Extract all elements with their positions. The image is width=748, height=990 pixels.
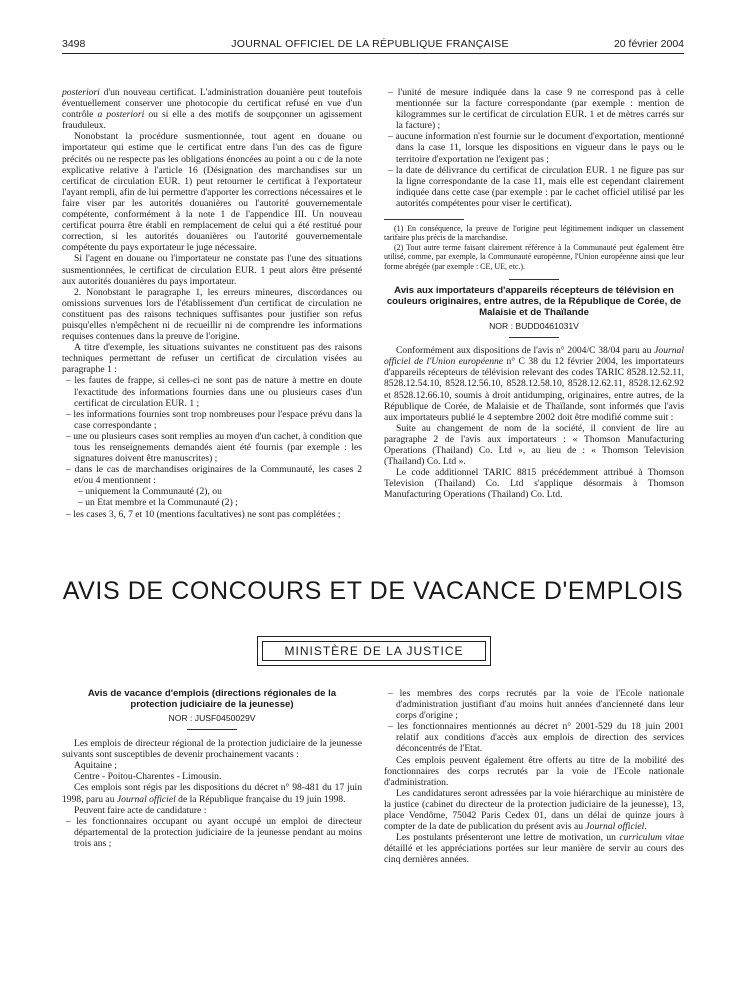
paragraph: A titre d'exemple, les situations suivantes ne constituent pas des raisons techniques permettant de refuser un certificat de circulation visées au paragraphe 1 : (62, 342, 362, 376)
italic-text: Journal officiel (116, 793, 176, 805)
list-item: – les cases 3, 6, 7 et 10 (mentions facultatives) ne sont pas complétées ; (66, 508, 341, 520)
paragraph: Centre - Poitou-Charentes - Limousin. (74, 771, 222, 783)
journal-title: JOURNAL OFFICIEL DE LA RÉPUBLIQUE FRANÇAISE (231, 38, 509, 50)
italic-text: Journal officiel (585, 821, 645, 833)
vacancy-title: Avis de vacance d'emplois (directions régionales de la protection judiciaire de la jeunesse) (87, 688, 337, 710)
footnote: (2) Tout autre terme faisant clairement référence à la Communauté peut également être utilisé, comme, par exemple, la Communauté européenne, l'Union européenne ainsi que leur forme abrégée (par exemple : CE, UE, etc.). (384, 242, 684, 271)
ministry-title: MINISTÈRE DE LA JUSTICE (262, 641, 486, 661)
text: Les candidatures seront adressées par la voie hiérarchique au ministère de la justice (cabinet du directeur de la protection judiciaire de la jeunesse), 13, place Vendôme, 75042 Paris Cedex 01, dans un délai de quinze jours à compter de la date de publication du présent avis au (384, 787, 684, 833)
vacancy-nor: NOR : JUSF0450029V (168, 713, 256, 723)
footnote-rule (384, 219, 464, 220)
list-item: – les membres des corps recrutés par la voie de l'Ecole nationale d'administration justifiant d'au moins huit années d'ancienneté dans leur corps d'origine ; (388, 688, 684, 722)
vacancy-right (384, 688, 684, 866)
paragraph: Si l'agent en douane ou l'importateur ne constate pas l'une des situations susmentionnées, le certificat de circulation EUR. 1 peut alors être présenté aux autorités douanières du pays importateur. (62, 253, 362, 287)
paragraph (384, 788, 684, 832)
list-item: – les fonctionnaires occupant ou ayant occupé un emploi de directeur départemental de la protection judiciaire de la jeunesse pendant au moins trois ans ; (66, 815, 362, 849)
list-item: – une ou plusieurs cases sont remplies au moyen d'un cachet, à condition que tous les renseignements demandés aient été fournis (par exemple : les signatures doivent être manuscrites) ; (66, 430, 362, 465)
sub-list-item: – uniquement la Communauté (2), ou (78, 486, 222, 498)
list-item: – la date de délivrance du certificat de circulation EUR. 1 ne figure pas sur la ligne correspondante de la case 11, mais elle est cependant clairement indiquée dans cette case (par exemple : par le cachet officiel utilisé par les autorités compétentes pour viser le certificat). (388, 164, 684, 209)
list-item: – dans le cas de marchandises originaires de la Communauté, les cases 2 et/ou 4 mentionnent : (66, 464, 362, 487)
footnote: (1) En conséquence, la preuve de l'origine peut légitimement indiquer un classement tarifaire plus précis de la marchandise. (384, 224, 684, 243)
header-date: 20 février 2004 (613, 38, 684, 50)
paragraph (62, 87, 362, 131)
text: . (644, 821, 647, 833)
vacancy-left (62, 688, 362, 849)
paragraph: Peuvent faire acte de candidature : (74, 804, 207, 816)
paragraph: Nonobstant la procédure susmentionnée, tout agent en douane ou importateur qui estime que le certificat entre dans l'un des cas de figure précités ou ne respecte pas les obligations énoncées au point a ou c de la note explicative relative à l'article 16 (Désignation des marchandises sur un certificat de circulation EUR. 1) peut retourner le certificat à l'exportateur l'ayant rempli, afin de lui permettre d'apporter les corrections nécessaires et le faire viser par les autorités douanières ou l'autorité gouvernementale compétente, conformément à la note 1 de l'appendice III. Un nouveau certificat pourra être établi en remplacement de celui qui a été restitué pour correction, si les autorités douanières ou l'autorité gouvernementale compétente du pays exportateur le juge nécessaire. (62, 131, 362, 254)
footnotes (384, 224, 684, 271)
section-rule (509, 337, 559, 338)
italic-text: posteriori (62, 87, 100, 98)
paragraph: Ces emplois peuvent également être offerts au titre de la mobilité des fonctionnaires des corps recrutés par la voie de l'Ecole nationale d'administration. (384, 754, 684, 788)
notice-title: Avis aux importateurs d'appareils récepteurs de télévision en couleurs originaires, entre autres, de la République de Corée, de Malaisie et de Thaïlande (386, 285, 682, 319)
list-item: – aucune information n'est fournie sur le document d'exportation, mentionné dans la case 11, lorsque les dispositions en vigueur dans le pays ou le territoire d'exportation ne l'exigent pas ; (388, 131, 684, 165)
paragraph (62, 782, 362, 804)
list-item: – les informations fournies sont trop nombreuses pour l'espace prévu dans la case correspondante ; (66, 408, 362, 431)
paragraph (384, 345, 684, 423)
section-rule (509, 279, 559, 280)
notice-nor: NOR : BUDD0461031V (489, 321, 579, 332)
section-rule (187, 729, 237, 730)
sub-list-item: – un Etat membre et la Communauté (2) ; (78, 497, 238, 509)
italic-text: Journal officiel de l'Union européenne (384, 345, 684, 368)
text: de la République française du 19 juin 1998. (175, 793, 346, 805)
text: Conformément aux dispositions de l'avis n° 2004/C 38/04 paru au (396, 345, 655, 357)
list-item: – les fonctionnaires mentionnés au décret n° 2001-529 du 18 juin 2001 relatif aux conditions d'accès aux emplois de direction des services déconcentrés de l'Etat. (388, 721, 684, 755)
page-number: 3498 (62, 38, 86, 50)
paragraph: Le code additionnel TARIC 8815 précédemment attribué à Thomson Television (Thailand) Co. Ltd s'applique désormais à Thomson Manufacturing Operations (Thailand) Co. Ltd. (384, 467, 684, 501)
left-column (62, 87, 362, 520)
list-item: – les fautes de frappe, si celles-ci ne sont pas de nature à mettre en doute l'exactitude des informations fournies dans une ou plusieurs cases d'un certificat de circulation EUR. 1 ; (66, 375, 362, 409)
paragraph: Aquitaine ; (74, 760, 117, 772)
paragraph: Suite au changement de nom de la société, il convient de lire au paragraphe 2 de l'avis aux importateurs : « Thomson Manufacturing Operations (Thailand) Co. Ltd », au lieu de : « Thomson Television (Thailand) Co. Ltd ». (384, 422, 684, 468)
text: détaillé et les appréciations portées sur leur manière de servir au cours des cinq dernières années. (384, 843, 684, 866)
header-rule (62, 53, 684, 54)
paragraph: Les emplois de directeur régional de la protection judiciaire de la jeunesse suivants sont susceptibles de devenir prochainement vacants : (62, 738, 362, 761)
text: n° C 38 du 12 février 2004, les importateurs d'appareils récepteurs de télévision relevant des codes TARIC 8528.12.52.11, 8528.12.54.10, 8528.12.56.10, 8528.12.58.10, 8528.12.62.11, 8528.12.62.92 et 8528.12.66.10, soumis à droit antidumping, originaires, entre autres, de la République de Corée, de Malaisie et de Thaïlande, sont informés que l'avis aux importateurs publié le 4 septembre 2002 doit être modifié comme suit : (384, 356, 684, 423)
text: Les postulants présenteront une lettre de motivation, un (396, 832, 620, 844)
section-title: AVIS DE CONCOURS ET DE VACANCE D'EMPLOIS (62, 577, 684, 605)
list-item: – l'unité de mesure indiquée dans la case 9 ne correspond pas à celle mentionnée sur la facture correspondante (par exemple : mention de kilogrammes sur le certificat de circulation EUR. 1 et de mètres carrés sur la facture) ; (388, 87, 684, 132)
italic-text: curriculum vitae (619, 832, 684, 844)
text: ou si elle a des motifs de soupçonner un agissement frauduleux. (62, 109, 362, 132)
ministry-box (257, 636, 491, 666)
paragraph: 2. Nonobstant le paragraphe 1, les erreurs mineures, discordances ou omissions survenues lors de l'établissement d'un certificat de circulation ne constituent pas des raisons techniques suffisantes pour justifier son refus puisqu'elles n'empêchent ni de recueillir ni de comprendre les informations requises contenues dans la preuve de l'origine. (62, 286, 362, 343)
text: Ces emplois sont régis par les dispositions du décret n° 98-481 du 17 juin 1998, paru au (62, 782, 362, 805)
text: d'un nouveau certificat. L'administration douanière peut toutefois éventuellement conserver une photocopie du certificat refusé en vue d'un contrôle (62, 87, 362, 121)
right-column (384, 87, 684, 500)
italic-text: a posteriori (97, 109, 145, 121)
paragraph (384, 832, 684, 865)
